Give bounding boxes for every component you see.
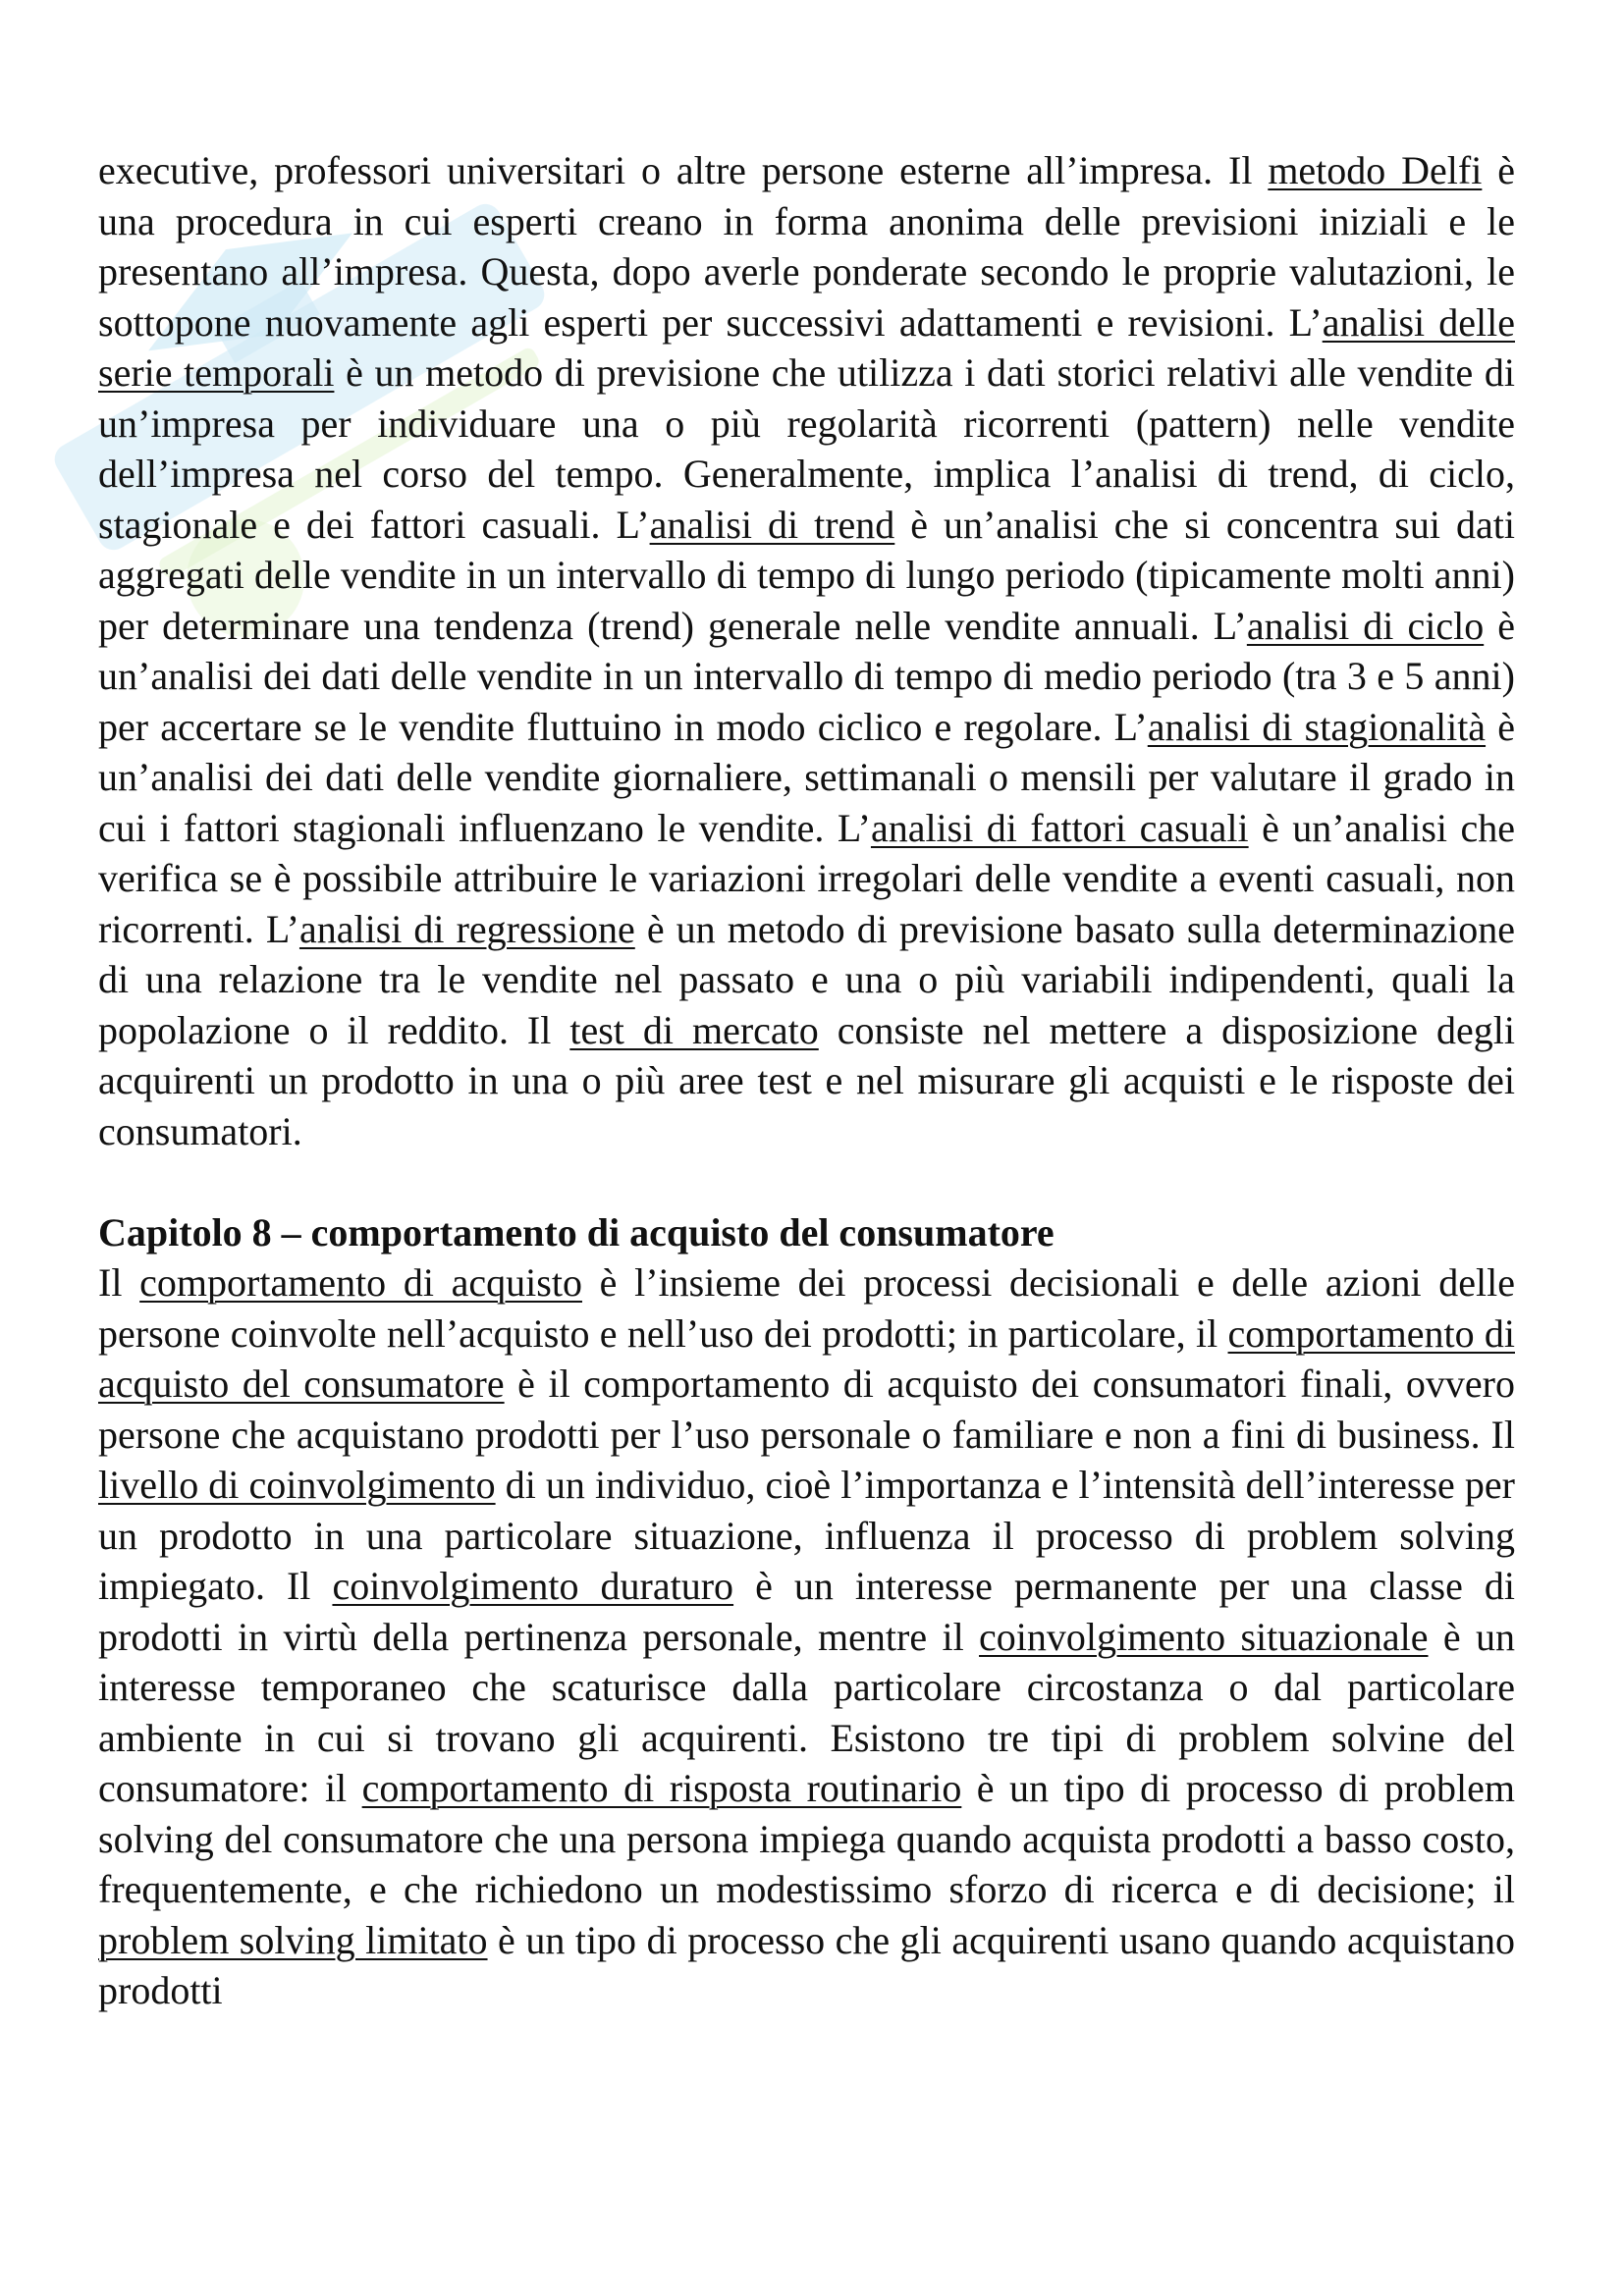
body-text: è un interesse temporaneo che scaturisce dalla particolare circostanza o dal particolare ambiente in cui si trovano gli acquirenti. Esistono tre tipi di problem solvine del consumatore: il	[98, 1614, 1515, 1810]
body-text: è un metodo di previsione basato sulla determinazione di una relazione tra le vendite nel passato e una o più variabili indipendenti, quali la popolazione o il reddito. Il	[98, 906, 1516, 1052]
body-text: è un’analisi che verifica se è possibile attribuire le variazioni irregolari delle vendite a eventi casuali, non ricorrenti. L’	[98, 805, 1515, 951]
defined-term: comportamento di risposta routinario	[361, 1766, 962, 1810]
body-text: executive, professori universitari o altre persone esterne all’impresa. Il	[98, 148, 1269, 192]
body-text: è un tipo di processo che gli acquirenti usano quando acquistano prodotti	[98, 1917, 1515, 2012]
body-text: è un’analisi dei dati delle vendite giornaliere, settimanali o mensili per valutare il grado in cui i fattori stagionali influenzano le vendite. L’	[98, 704, 1516, 850]
defined-term: analisi di stagionalità	[1147, 704, 1487, 749]
defined-term: coinvolgimento situazionale	[979, 1614, 1429, 1659]
body-text: è un metodo di previsione che utilizza i dati storici relativi alle vendite di un’impresa per individuare una o più regolarità ricorrenti (pattern) nelle vendite dell’impresa nel corso del tempo. Generalmente, implica l’analisi di trend, di ciclo, stagionale e dei fattori casuali. L’	[98, 350, 1515, 547]
body-text: è un’analisi dei dati delle vendite in un intervallo di tempo di medio periodo (tra 3 e 5 anni) per accertare se le vendite fluttuino in modo ciclico e regolare. L’	[98, 603, 1515, 749]
body-text: consiste nel mettere a disposizione degli acquirenti un prodotto in una o più aree test e nel misurare gli acquisti e le risposte dei consumatori.	[98, 1007, 1516, 1153]
body-text: è un’analisi che si concentra sui dati aggregati delle vendite in un intervallo di tempo di lungo periodo (tipicamente molti anni) per determinare una tendenza (trend) generale nelle vendite annuali. L’	[98, 502, 1515, 648]
defined-term: analisi di fattori casuali	[870, 805, 1249, 850]
document-body	[98, 145, 1515, 2016]
defined-term: problem solving limitato	[98, 1917, 488, 1962]
defined-term: analisi di ciclo	[1246, 603, 1485, 648]
body-text: Il	[98, 1260, 140, 1305]
defined-term: livello di coinvolgimento	[98, 1463, 496, 1507]
body-text: è un interesse permanente per una classe di prodotti in virtù della pertinenza personale, mentre il	[98, 1564, 1515, 1659]
body-text: è una procedura in cui esperti creano in forma anonima delle previsioni iniziali e le presentano all’impresa. Questa, dopo averle ponderate secondo le proprie valutazioni, le sottopone nuovamente agli esperti per successivi adattamenti e revisioni. L’	[98, 148, 1515, 345]
defined-term: analisi delle serie temporali	[98, 299, 1516, 395]
defined-term: comportamento di acquisto	[139, 1260, 582, 1305]
body-text: è il comportamento di acquisto dei consumatori finali, ovvero persone che acquistano prodotti per l’uso personale o familiare e non a fini di business. Il	[98, 1362, 1515, 1457]
chapter-heading: Capitolo 8 – comportamento di acquisto del consumatore	[98, 1209, 1055, 1255]
body-text: è l’insieme dei processi decisionali e delle azioni delle persone coinvolte nell’acquisto e nell’uso dei prodotti; in particolare, il	[98, 1260, 1516, 1356]
defined-term: coinvolgimento duraturo	[332, 1564, 734, 1608]
defined-term: metodo Delfi	[1268, 148, 1483, 192]
paragraph-forecasting-methods	[98, 145, 1515, 1156]
defined-term: test di mercato	[569, 1007, 819, 1052]
paragraph-consumer-behavior	[98, 1257, 1515, 2016]
body-text: di un individuo, cioè l’importanza e l’intensità dell’interesse per un prodotto in una particolare situazione, influenza il processo di problem solving impiegato. Il	[98, 1463, 1515, 1608]
defined-term: analisi di regressione	[298, 906, 635, 951]
defined-term: analisi di trend	[649, 502, 895, 547]
defined-term: comportamento di acquisto del consumatore	[98, 1310, 1515, 1406]
body-text: è un tipo di processo di problem solving del consumatore che una persona impiega quando acquista prodotti a basso costo, frequentemente, e che richiedono un modestissimo sforzo di ricerca e di decisione; il	[98, 1766, 1515, 1911]
